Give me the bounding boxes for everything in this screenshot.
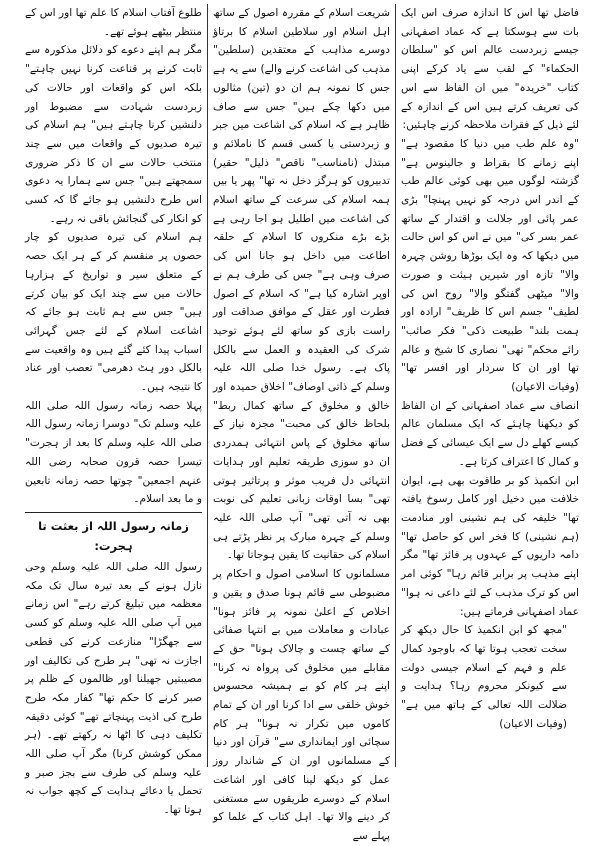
paragraph: فاضل تھا اس کا اندازہ صرف اس ایک بات سے ہوسکتا ہے کہ عماد اصفہانی جیسے زبردست عالم اس کو "سلطان الحکماء" کے لقب سے یاد کرکے اپنی کتاب "خریدہ" میں ان الفاظ سے اس کی تعریف کرتے ہیں اس کے اندازہ کے لئے ذیل کے فقرات ملاحظہ کرنے چاہئیں: (401, 7, 579, 132)
text-column-middle (208, 4, 396, 842)
paragraph: شریعت اسلام کے مقررہ اصول کے ساتھ اہل اسلام اور سلاطین اسلام کا برتاؤ دوسرے مذاہب کے معتقدین (سلطین" مذہب کی اشاعت کرنے والے) سے یہ ہے جس کا نمونہ ہم ان دو (تین) مثالوں میں دکھا چکے ہیں" جس سے صاف ظاہر ہے کہ اسلام کی اشاعت میں جبر و زبردستی یا کسی قسم کا ناملائم و مبتذل (نامناسب" ناقص" ذلیل" حقیر) تدبیروں کو ہرگز دخل نہ تھا" پھر یا بیں ہمہ اسلام کی سرعت کے ساتھ اسلام کی اشاعت میں اطلیل ہو اجا رہی ہے بڑے بڑے منکروں کا اسلام کے حلقہ اطاعت میں داخل ہو جانا اس کی صرف وہی ہے" جس کی طرف ہم نے اوپر اشارہ کیا ہے" کہ اسلام کے اصول فطرت اور عقل کے موافق صداقت اور راست بازی کو ساتھ لئے ہوئے توحید شرک کی العقیدہ و العمل سے بالکل پاک ہے۔ رسول خدا صلی اللہ علیہ وسلم کے ذاتی اوصاف" اخلاق حمیدہ اور خالق و مخلوق کے ساتھ کمال ربط" بلحاظ خالق کی محبت" مجزہ نیاز کے ساتھ مخلوق کے پاس انتہائی ہمدردی ان دو سوزی طریقہ تعلیم اور ہدایات انتہائی دل فریب موثر و پرتاثیر ہوتی تھی" بسا اوقات زبانی تعلیم کی نوبت بھی نہ آتی تھی" آپ صلی اللہ علیہ وسلم کے چہرہ مبارک پر نظر پڑتے ہی اسلام کی حقانیت کا یقین ہوجاتا تھا۔ (213, 7, 390, 562)
quoted-passage: "مجھ کو ابن انکمیذ کا حال دیکھ کر سخت تعجب ہوتا تھا کہ باوجود کمال علم و فہم کے اسلام جیسی دولت سے کیونکر محروم رہا؟ ہدایت و ضلالت اللہ تعالی کے ہاتھ میں ہے" (وفیات الاعیان) (401, 624, 567, 730)
paragraph: پہلا حصہ زمانہ رسول اللہ صلی اللہ علیہ وسلم تک" دوسرا زمانہ رسول اللہ صلی اللہ علیہ وسلم کا بعد از ہجرت" تیسرا حصہ قرون صحابہ رضی اللہ عنہم اجمعین" چوتھا حصہ زمانہ تابعین و ما بعد اسلام۔ (25, 399, 202, 506)
paragraph: مگر ہم اپنے دعوے کو دلائل مذکورہ سے ثابت کرنے پر قناعت کرنا نہیں چاہتے" بلکہ اس کو واقعات اور حالات کی زبردست شہادت سے مضبوط اور دلنشیں کرنا چاہتے ہیں" ہم اسلام کی تیرہ صدیوں کے واقعات میں سے چند منتخب حالات سے ان کا ذکر ضروری سمجھتے ہیں" جس سے ہمارا یہ دعوی اس طرح دلنشیں ہو جائے گا کہ کسی کو انکار کی گنجائش باقی نہ رہے۔ (25, 44, 202, 225)
section-divider (25, 512, 202, 513)
paragraph: "وہ علم طب میں دنیا کا مقصود ہے" اپنے زمانے کا بقراط و جالینوس ہے" گزشتہ لوگوں میں بھی کوئی عالم طب کے اندر اس درجہ کو نہیں پہنچا" بڑی عمر پائی اور جلالت و اقتدار کے ساتھ عمر بسر کی" میں نے اس کو اس حالت میں دیکھا کہ وہ ایک بوڑھا روشن چہرہ والا" تازہ اور شیریں ہیئت و صورت والا" میٹھی گفتگو والا" روح اس کی لطیف" جسم اس کا ظریف" ارادہ اور ہمت بلند" طبیعت ذکی" فکر صائب" رائے محکم" تھی" نصاری کا شیخ و عالم تھا اور ان کا سردار اور افسر تھا" (وفیات الاعیان) (401, 137, 579, 394)
paragraph: مسلمانوں کا اسلامی اصول و احکام پر مضبوطی سے قائم ہونا صدق و یقین و اخلاص کے اعلیٰ نمونہ پر فائز ہونا" عبادات و معاملات میں بے انتہا صفائی کے ساتھ چست و چالاک ہونا" حق کے مقابلے میں مخلوق کی پرواہ نہ کرنا" اپنے ہر کام کو بے ہمیشہ محسوس خوش خلقی سے ادا کرنا اور ان کے تمام کاموں میں تکرار نہ ہونا" ہر کام سچائی اور ایمانداری سے" قرآن اور دنیا کے مسلمانوں اور ان کے شاندار روز عمل کو دیکھ لینا کافی اور اشاعت اسلام کے دوسرے طریقوں سے مستغنی کر دینے والا تھا۔ اہل کتاب کے علما کو پہلے سے (213, 568, 390, 842)
paragraph: انصاف سے عماد اصفہانی کے ان الفاظ کو دیکھنا چاہئے کہ ایک مسلمان عالم کیسے کھلے دل سے ایک عیسائی کے فضل و کمال کا اعتراف کرتا ہے۔ (401, 399, 579, 468)
paragraph: طلوع آفتاب اسلام کا علم تھا اور اس کے منتظر بیٹھے ہوئے تھے۔ (25, 7, 202, 38)
text-column-right (396, 4, 584, 767)
paragraph: ہم اسلام کی تیرہ صدیوں کو چار حصوں پر منقسم کر کے ہر ایک حصہ کے متعلق سیر و تواریخ کے ہزارہا حالات میں سے چند ایک کو بیان کرتے ہیں" جس سے ہم ثابت ہو جائے کہ اشاعت اسلام کے لئے جس گہرائی اسباب پیدا کئے گئے ہیں وہ واقعیت سے بالکل دور ہٹ دھرمی" تعصب اور عناد کا نتیجہ ہیں۔ (25, 231, 202, 394)
paragraph: ابن انکمیذ کو بر طاقوت بھی ہے، ایوان خلافت میں دخیل اور کامل رسوخ یافتہ تھا" خلیفہ کی ہم نشینی اور منادمت (ہم نشینی) کا فخر اس کو حاصل تھا" دامہ داریوں کے عہدوں پر فائز تھا" مگر اپنے مذہب پر برابر قائم رہا" کوئی امر اس کو ترک مذہب کے لئے داعی نہ ہوا" عماد اصفہانی فرماتے ہیں: (401, 474, 579, 618)
paragraph: رسول اللہ صلی اللہ علیہ وسلم وحی نازل ہونے کے بعد تیرہ سال تک مکہ معظمہ میں تبلیغ کرتے رہے" اس زمانے میں آپ صلی اللہ علیہ وسلم کو کسی سے جھگڑا" منازعت کرنے کی قطعی اجازت نہ تھی" ہر طرح کی تکالیف اور مصیبتیں جھیلنا اور ظالموں کے ظلم پر صبر کرنے کا حکم تھا" کفار مکہ طرح طرح کی اذیت پہنچاتے تھے" کوئی دقیقہ تکلیف دہی کا اٹھا نہ رکھتے تھے۔ (ہر ممکن کوشش کرنا) مگر آپ صلی اللہ علیہ وسلم کی طرف سے بجز صبر و تحمل یا دعائے ہدایت کے کچھ جواب نہ ہوتا تھا۔ (25, 560, 202, 817)
section-heading: زمانہ رسول اللہ از بعثت تا ہجرت: (38, 518, 189, 553)
text-column-left (20, 4, 208, 817)
